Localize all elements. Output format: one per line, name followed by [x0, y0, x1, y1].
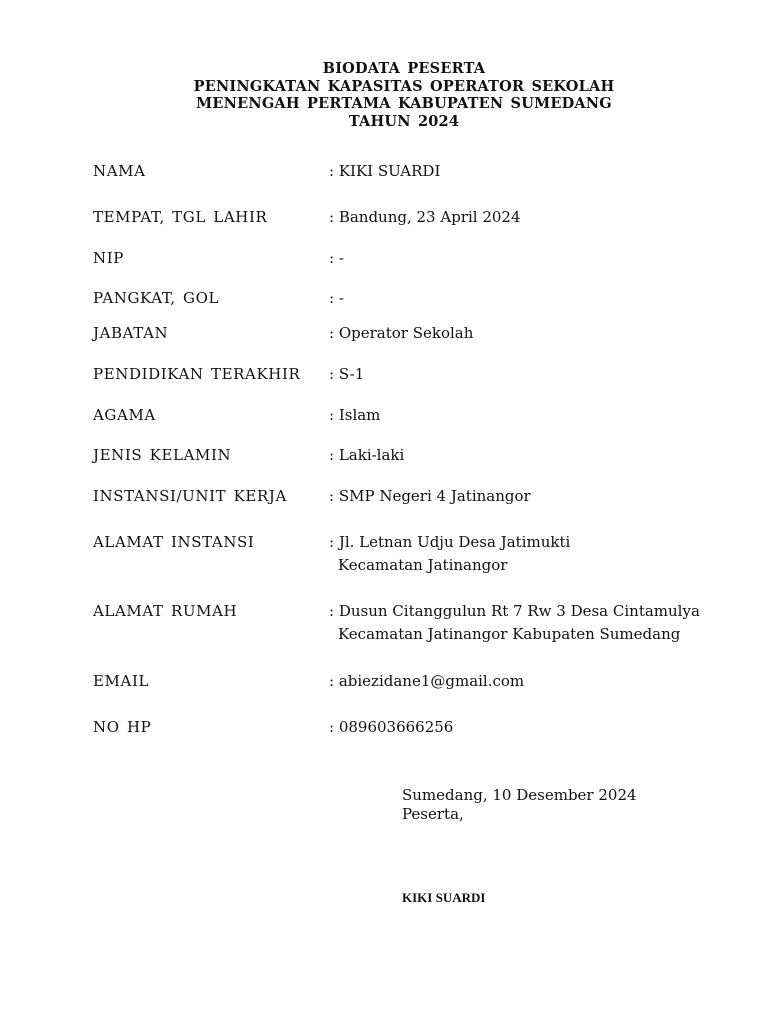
- field-value-line-2: Kecamatan Jatinangor Kabupaten Sumedang: [338, 625, 681, 643]
- field-label: ALAMAT RUMAH: [93, 602, 238, 620]
- field-label: INSTANSI/UNIT KERJA: [93, 487, 287, 505]
- field-label: JENIS KELAMIN: [93, 446, 232, 464]
- signature-place-date: Sumedang, 10 Desember 2024: [402, 786, 637, 804]
- field-value: : abiezidane1@gmail.com: [329, 672, 525, 690]
- field-value: : Operator Sekolah: [329, 324, 474, 342]
- field-label: TEMPAT, TGL LAHIR: [93, 208, 268, 226]
- signature-role: Peserta,: [402, 805, 464, 823]
- document-header: [0, 60, 768, 130]
- field-value: : Laki-laki: [329, 446, 405, 464]
- field-label: JABATAN: [93, 324, 169, 342]
- field-value: : KIKI SUARDI: [329, 162, 441, 180]
- field-value: : Bandung, 23 April 2024: [329, 208, 521, 226]
- field-label: PANGKAT, GOL: [93, 289, 220, 307]
- field-value: : -: [329, 249, 344, 267]
- field-label: AGAMA: [93, 406, 156, 424]
- field-value-line-2: Kecamatan Jatinangor: [338, 556, 508, 574]
- field-value: : 089603666256: [329, 718, 454, 736]
- document-subtitle-line-2: MENENGAH PERTAMA KABUPATEN SUMEDANG: [196, 95, 612, 112]
- field-value: : S-1: [329, 365, 365, 383]
- signature-name: KIKI SUARDI: [402, 890, 486, 905]
- document-title: BIODATA PESERTA: [322, 60, 486, 77]
- field-value-line-1: : Jl. Letnan Udju Desa Jatimukti: [329, 533, 571, 551]
- document-year: TAHUN 2024: [348, 112, 460, 130]
- field-value: : SMP Negeri 4 Jatinangor: [329, 487, 531, 505]
- field-label: NAMA: [93, 162, 146, 180]
- signature-block: [402, 786, 637, 824]
- document-subtitle-line-1: PENINGKATAN KAPASITAS OPERATOR SEKOLAH: [193, 77, 615, 95]
- field-label: ALAMAT INSTANSI: [93, 533, 255, 551]
- field-value: : -: [329, 289, 344, 307]
- field-label: PENDIDIKAN TERAKHIR: [93, 365, 301, 383]
- field-value-line-1: : Dusun Citanggulun Rt 7 Rw 3 Desa Cintamulya: [329, 602, 700, 620]
- field-value: [329, 531, 570, 577]
- field-label: NO HP: [93, 718, 152, 736]
- field-value: [329, 600, 700, 646]
- field-value: : Islam: [329, 406, 381, 424]
- field-label: EMAIL: [93, 672, 150, 690]
- field-label: NIP: [93, 249, 124, 267]
